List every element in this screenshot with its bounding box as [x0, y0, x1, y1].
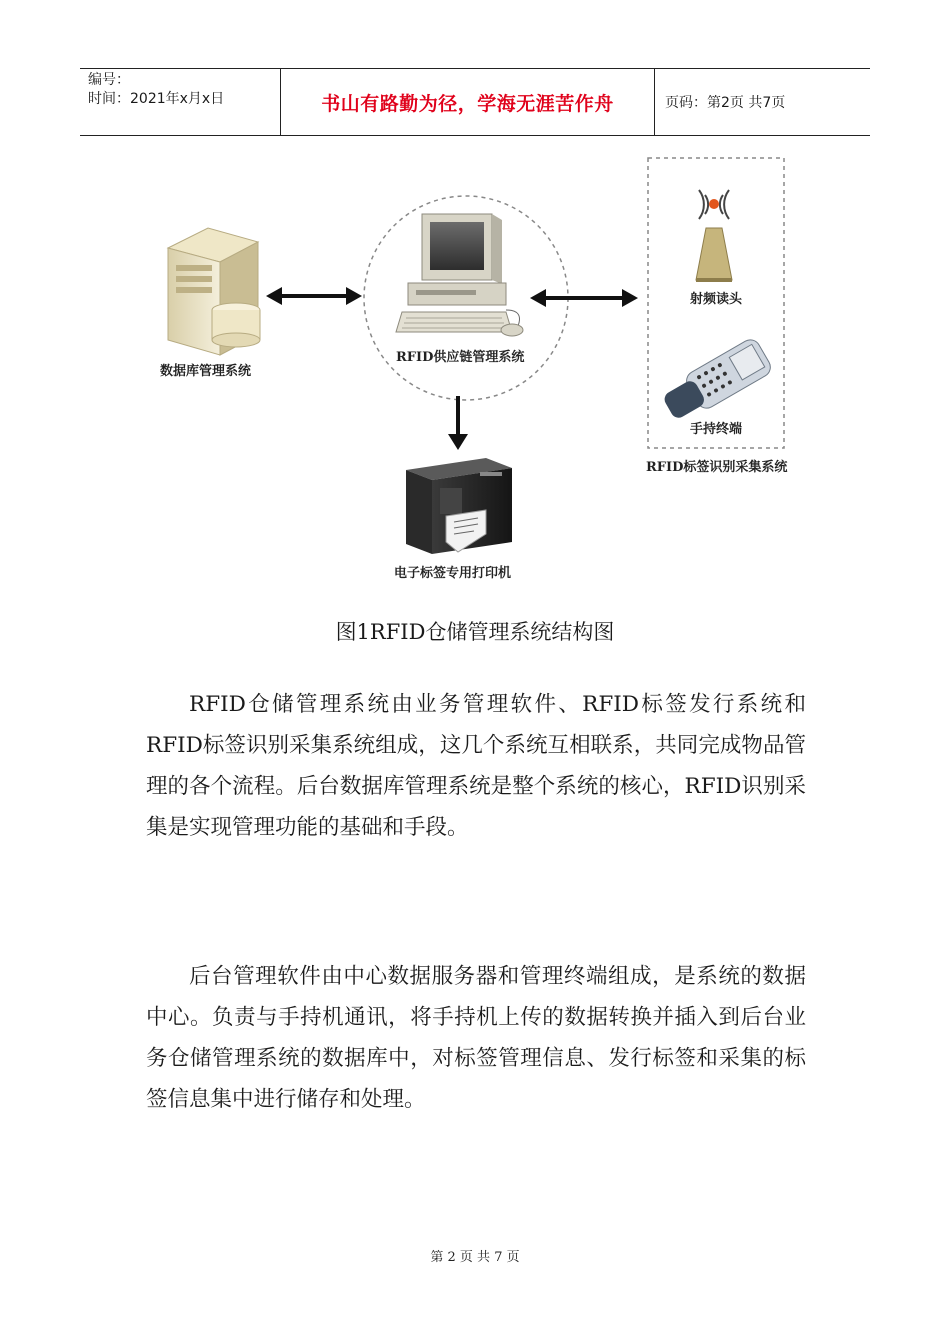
handheld-terminal-icon — [659, 336, 774, 426]
figure-caption: 图1RFID仓储管理系统结构图 — [335, 620, 615, 644]
label-supply-chain-system: RFID供应链管理系统 — [396, 350, 525, 365]
computer-icon — [396, 214, 523, 336]
header-page-info: 页码：第2页 共7页 — [665, 95, 786, 111]
document-time-label: 时间：2021年x月x日 — [88, 91, 225, 107]
rfid-structure-diagram — [140, 150, 800, 590]
header-motto: 书山有路勤为径，学海无涯苦作舟 — [281, 69, 655, 135]
document-number-label: 编号： — [88, 72, 130, 88]
header-meta-cell — [80, 69, 281, 135]
body-paragraph: 后台管理软件由中心数据服务器和管理终端组成，是系统的数据中心。负责与手持机通讯，将手持机上传的数据转换并插入到后台业务仓储管理系统的数据库中，对标签管理信息、发行标签和采集的标签信息集中进行储存和处理。 — [146, 964, 806, 1112]
rfid-reader-icon — [696, 190, 732, 282]
label-printer-icon — [406, 458, 512, 554]
label-label-printer: 电子标签专用打印机 — [394, 566, 512, 581]
server-icon — [168, 228, 260, 355]
document-header — [80, 68, 870, 136]
bidirectional-arrow-icon — [530, 289, 638, 307]
label-rfid-reader: 射频读头 — [690, 292, 743, 307]
page-footer: 第 2 页 共 7 页 — [430, 1250, 520, 1265]
body-paragraph: RFID仓储管理系统由业务管理软件、RFID标签发行系统和RFID标签识别采集系统组成，这几个系统互相联系，共同完成物品管理的各个流程。后台数据库管理系统是整个系统的核心，RFID识别采集是实现管理功能的基础和手段。 — [146, 692, 806, 840]
label-handheld-terminal: 手持终端 — [690, 422, 743, 437]
label-collection-system: RFID标签识别采集系统 — [646, 460, 788, 475]
bidirectional-arrow-icon — [266, 287, 362, 305]
down-arrow-icon — [448, 396, 468, 450]
label-database-system: 数据库管理系统 — [160, 364, 252, 379]
